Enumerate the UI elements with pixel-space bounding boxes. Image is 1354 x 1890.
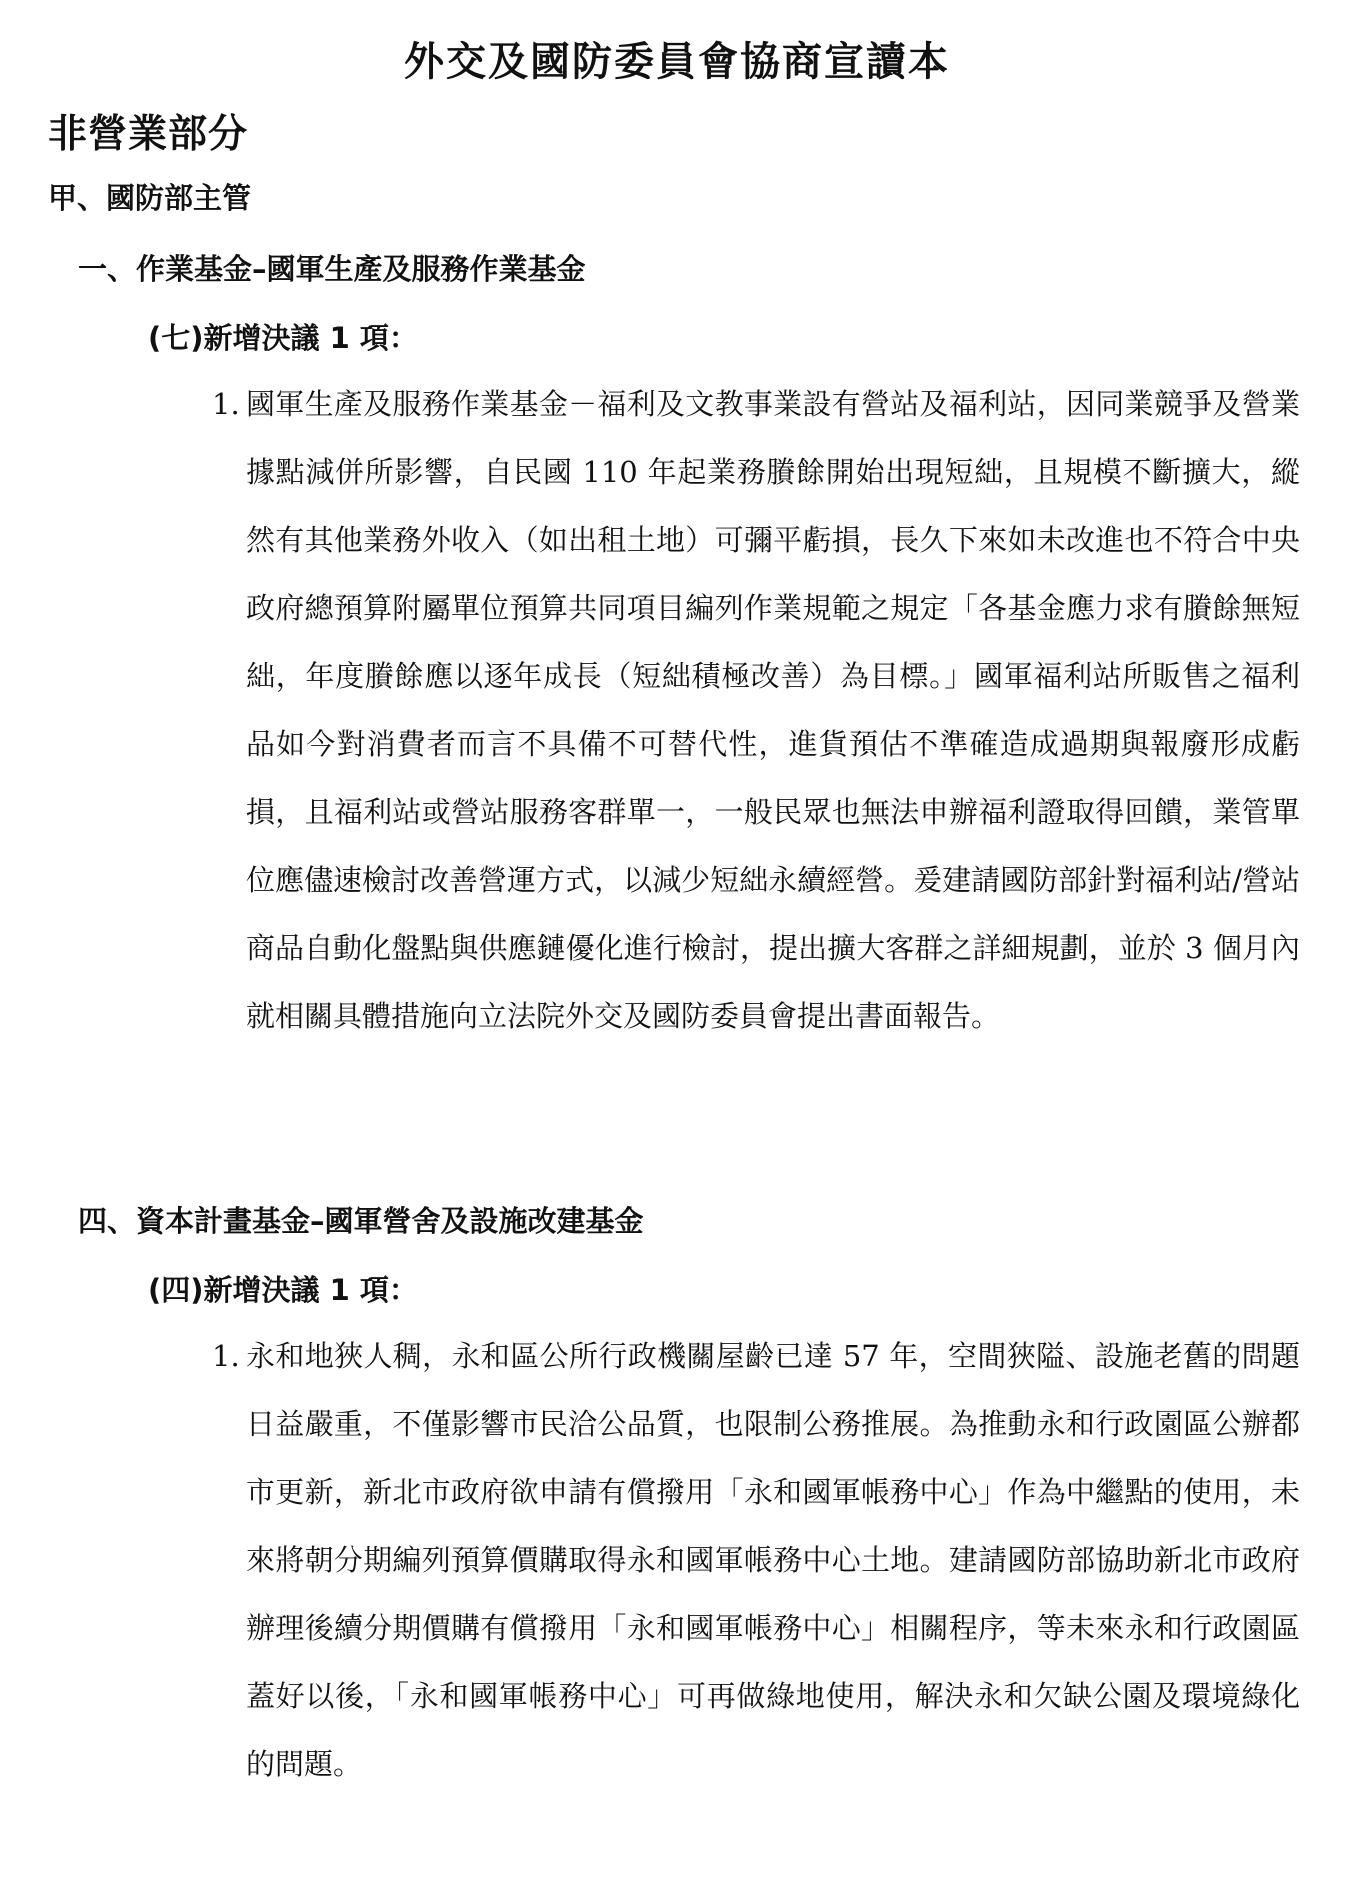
document-title: 外交及國防委員會協商宣讀本 (404, 39, 950, 85)
fund-heading: 四、資本計畫基金–國軍營舍及設施改建基金 (78, 1204, 644, 1238)
department-heading: 甲、國防部主管 (48, 181, 252, 215)
resolution-item (212, 370, 1300, 1050)
item-text: 永和地狹人稠，永和區公所行政機關屋齡已達 57 年，空間狹隘、設施老舊的問題日益嚴重，不僅影響市民洽公品質，也限制公務推展。為推動永和行政園區公辦都市更新，新北市政府欲申請有償撥用「永和國軍帳務中心」作為中繼點的使用，未來將朝分期編列預算價購取得永和國軍帳務中心土地。建請國防部協助新北市政府辦理後續分期價購有償撥用「永和國軍帳務中心」相關程序，等未來永和行政園區蓋好以後，「永和國軍帳務中心」可再做綠地使用，解決永和欠缺公園及環境綠化的問題。 (246, 1339, 1300, 1781)
resolution-item (212, 1322, 1300, 1798)
section-heading: 非營業部分 (48, 112, 249, 157)
item-number: 1. (212, 387, 240, 421)
resolution-subheading: (四)新增決議 1 項： (148, 1273, 418, 1307)
item-number: 1. (212, 1339, 240, 1373)
fund-heading: 一、作業基金–國軍生產及服務作業基金 (78, 252, 586, 286)
item-text: 國軍生產及服務作業基金－福利及文教事業設有營站及福利站，因同業競爭及營業據點減併所影響，自民國 110 年起業務賸餘開始出現短絀，且規模不斷擴大，縱然有其他業務外收入（如出租土地）可彌平虧損，長久下來如未改進也不符合中央政府總預算附屬單位預算共同項目編列作業規範之規定「各基金應力求有賸餘無短絀，年度賸餘應以逐年成長（短絀積極改善）為目標。」國軍福利站所販售之福利品如今對消費者而言不具備不可替代性，進貨預估不準確造成過期與報廢形成虧損，且福利站或營站服務客群單一，一般民眾也無法申辦福利證取得回饋，業管單位應儘速檢討改善營運方式，以減少短絀永續經營。爰建請國防部針對福利站/營站商品自動化盤點與供應鏈優化進行檢討，提出擴大客群之詳細規劃，並於 3 個月內就相關具體措施向立法院外交及國防委員會提出書面報告。 (246, 387, 1300, 1033)
resolution-subheading: (七)新增決議 1 項： (148, 321, 418, 355)
